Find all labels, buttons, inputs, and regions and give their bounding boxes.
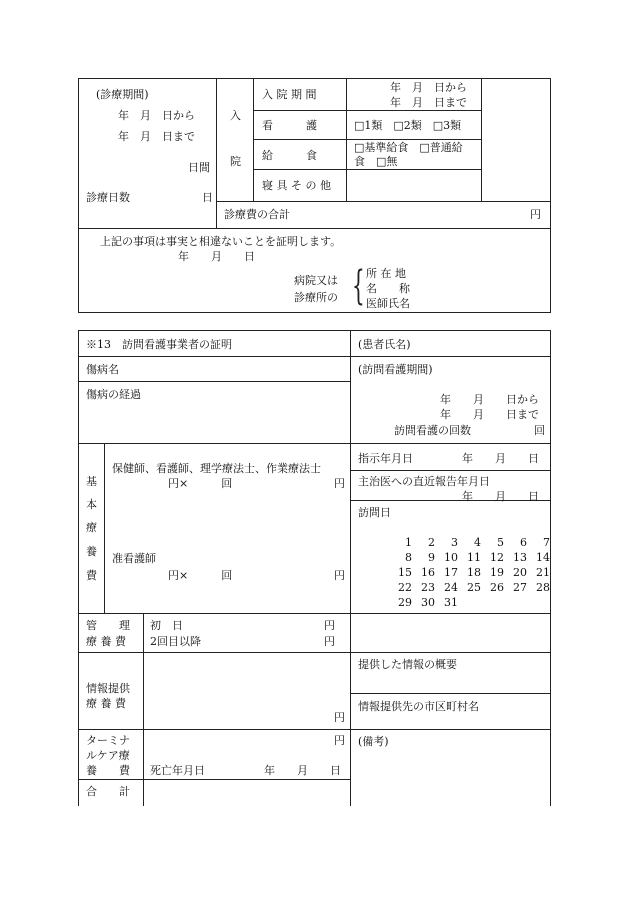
visit-day-17: 17 bbox=[444, 566, 458, 579]
issuer-label-1: 病院又は bbox=[294, 274, 338, 287]
visit-day-4: 4 bbox=[474, 536, 481, 549]
treatment-from-date: 年 月 日から bbox=[118, 109, 195, 122]
visit-day-6: 6 bbox=[520, 536, 527, 549]
visit-day-18: 18 bbox=[467, 566, 481, 579]
admission-period-label: 入 院 期 間 bbox=[262, 88, 317, 101]
treatment-to-date: 年 月 日まで bbox=[118, 130, 195, 143]
basic-fee-label-char-5: 費 bbox=[86, 569, 97, 582]
visit-day-30: 30 bbox=[421, 596, 435, 609]
inpatient-label-1: 入 bbox=[230, 109, 241, 122]
visit-day-21: 21 bbox=[536, 566, 550, 579]
visit-day-3: 3 bbox=[451, 536, 458, 549]
visit-day-2: 2 bbox=[428, 536, 435, 549]
visit-day-1: 1 bbox=[405, 536, 412, 549]
treatment-period-label: (診療期間) bbox=[96, 88, 149, 101]
terminal-fee-label-2: ルケア療 bbox=[86, 749, 130, 762]
terminal-fee-unit: 円 bbox=[334, 734, 345, 747]
management-fee-label-2: 療 養 費 bbox=[86, 635, 126, 648]
assistant-nurse-fee-calc: 円× 回 bbox=[168, 569, 233, 582]
visit-day-10: 10 bbox=[444, 551, 458, 564]
remarks-label: (備考) bbox=[358, 735, 389, 748]
second-visit-label: 2回目以降 bbox=[150, 635, 201, 648]
visit-day-29: 29 bbox=[398, 596, 412, 609]
treatment-total-unit: 円 bbox=[530, 208, 541, 221]
disease-name-label: 傷病名 bbox=[86, 363, 119, 376]
visit-day-9: 9 bbox=[428, 551, 435, 564]
nurse-fee-calc: 円× 回 bbox=[168, 477, 233, 490]
visit-day-11: 11 bbox=[467, 551, 481, 564]
patient-name-label: (患者氏名) bbox=[358, 338, 411, 351]
nurse-types-label: 保健師、看護師、理学療法士、作業療法士 bbox=[112, 462, 321, 475]
terminal-fee-label-1: ターミナ bbox=[86, 734, 130, 747]
visit-period-label: (訪問看護期間) bbox=[358, 363, 433, 376]
report-date-label: 主治医への直近報告年月日 bbox=[358, 475, 490, 488]
issuer-label-2: 診療所の bbox=[294, 291, 338, 304]
meals-options-1: □基準給食 □普通給 bbox=[354, 141, 463, 154]
instruction-date-value: 年 月 日 bbox=[462, 452, 539, 465]
visit-day-19: 19 bbox=[490, 566, 504, 579]
visit-day-24: 24 bbox=[444, 581, 458, 594]
visit-count-label: 訪問看護の回数 bbox=[394, 424, 471, 437]
visit-day-7: 7 bbox=[543, 536, 550, 549]
treatment-days-count-unit: 日 bbox=[202, 191, 213, 204]
disease-course-label: 傷病の経過 bbox=[86, 388, 141, 401]
assistant-nurse-fee-unit: 円 bbox=[334, 569, 345, 582]
treatment-days-unit: 日間 bbox=[188, 161, 210, 174]
visit-day-5: 5 bbox=[497, 536, 504, 549]
certification-date: 年 月 日 bbox=[178, 250, 255, 263]
info-city-label: 情報提供先の市区町村名 bbox=[358, 700, 479, 713]
basic-fee-label-char-3: 療 bbox=[86, 521, 97, 534]
info-fee-label-1: 情報提供 bbox=[86, 682, 130, 695]
admission-to-date: 年 月 日まで bbox=[390, 96, 467, 109]
visit-days-calendar bbox=[392, 537, 552, 617]
certification-statement: 上記の事項は事実と相違ないことを証明します。 bbox=[100, 235, 342, 248]
visit-to-date: 年 月 日まで bbox=[440, 408, 539, 421]
visit-day-8: 8 bbox=[405, 551, 412, 564]
death-date-label: 死亡年月日 bbox=[150, 764, 205, 777]
meals-label: 給 食 bbox=[262, 149, 317, 162]
first-day-label: 初 日 bbox=[150, 619, 183, 632]
visit-day-27: 27 bbox=[513, 581, 527, 594]
visit-day-23: 23 bbox=[421, 581, 435, 594]
treatment-total-label: 診療費の合計 bbox=[224, 208, 290, 221]
nursing-options: □1類 □2類 □3類 bbox=[354, 119, 462, 132]
issuer-brace: { bbox=[352, 263, 365, 309]
nursing-label: 看 護 bbox=[262, 119, 317, 132]
total-label: 合 計 bbox=[86, 785, 130, 798]
visit-day-14: 14 bbox=[536, 551, 550, 564]
visit-day-20: 20 bbox=[513, 566, 527, 579]
treatment-days-label: 診療日数 bbox=[86, 191, 130, 204]
address-label: 所 在 地 bbox=[366, 267, 406, 280]
assistant-nurse-label: 准看護師 bbox=[112, 552, 156, 565]
bedding-label: 寝 具 そ の 他 bbox=[262, 179, 331, 192]
visit-day-22: 22 bbox=[398, 581, 412, 594]
basic-fee-label-char-1: 基 bbox=[86, 475, 97, 488]
first-day-unit: 円 bbox=[324, 619, 335, 632]
institution-name-label: 名 称 bbox=[366, 282, 410, 295]
visit-day-16: 16 bbox=[421, 566, 435, 579]
instruction-date-label: 指示年月日 bbox=[358, 452, 413, 465]
info-summary-label: 提供した情報の概要 bbox=[358, 658, 457, 671]
visit-day-25: 25 bbox=[467, 581, 481, 594]
inpatient-label-2: 院 bbox=[230, 155, 241, 168]
management-fee-label-1: 管 理 bbox=[86, 619, 130, 632]
visit-count-unit: 回 bbox=[534, 424, 545, 437]
visit-day-12: 12 bbox=[490, 551, 504, 564]
visit-day-15: 15 bbox=[398, 566, 412, 579]
section-header: ※13 訪問看護事業者の証明 bbox=[86, 338, 232, 351]
basic-fee-label-char-4: 養 bbox=[86, 545, 97, 558]
visit-from-date: 年 月 日から bbox=[440, 393, 539, 406]
visit-days-label: 訪問日 bbox=[358, 506, 391, 519]
visit-day-28: 28 bbox=[536, 581, 550, 594]
doctor-name-label: 医師氏名 bbox=[366, 297, 410, 310]
visit-day-13: 13 bbox=[513, 551, 527, 564]
visit-day-26: 26 bbox=[490, 581, 504, 594]
admission-from-date: 年 月 日から bbox=[390, 81, 467, 94]
info-fee-unit: 円 bbox=[334, 711, 345, 724]
basic-fee-label-char-2: 本 bbox=[86, 498, 97, 511]
death-date-value: 年 月 日 bbox=[264, 764, 341, 777]
meals-options-2: 食 □無 bbox=[354, 155, 398, 168]
visit-day-31: 31 bbox=[444, 596, 458, 609]
report-date-value: 年 月 日 bbox=[462, 490, 539, 503]
second-visit-unit: 円 bbox=[324, 635, 335, 648]
info-fee-label-2: 療 養 費 bbox=[86, 697, 126, 710]
nurse-fee-unit: 円 bbox=[334, 477, 345, 490]
terminal-fee-label-3: 養 費 bbox=[86, 764, 130, 777]
